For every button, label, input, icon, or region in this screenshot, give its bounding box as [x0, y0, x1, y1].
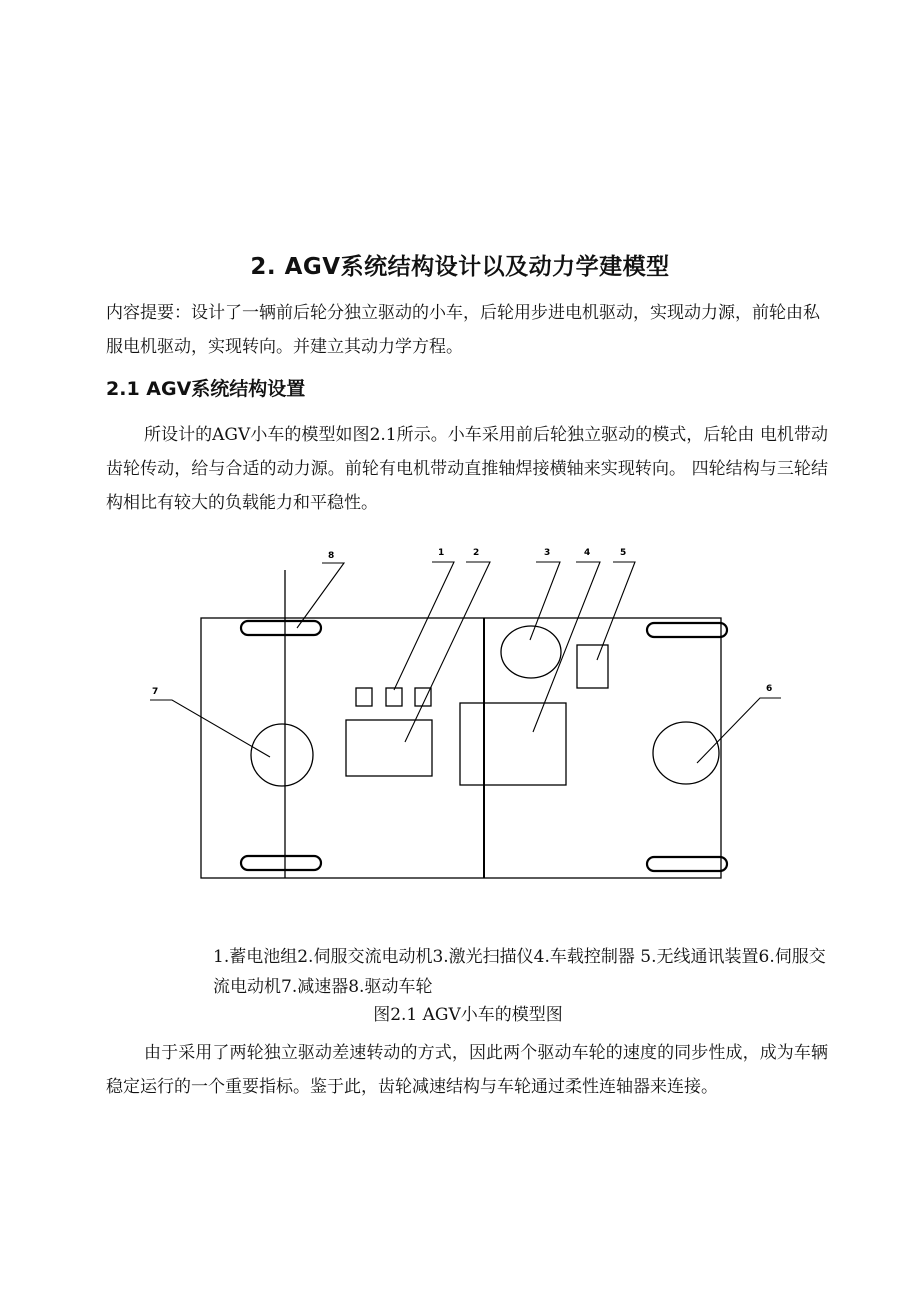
wireless-device-box [577, 645, 608, 688]
battery-cell-2 [386, 688, 402, 706]
battery-cell-1 [356, 688, 372, 706]
servo-motor-box [346, 720, 432, 776]
vehicle-body-outline [201, 618, 721, 878]
label-6: 6 [766, 684, 773, 694]
leader-lines [150, 562, 781, 763]
drive-wheel-bottom-left [241, 856, 321, 870]
label-3: 3 [544, 548, 551, 558]
body-paragraph-2: 由于采用了两轮独立驱动差速转动的方式，因此两个驱动车轮的速度的同步性成，成为车辆稳定运行的一个重要指标。鉴于此，齿轮减速结构与车轮通过柔性连轴器来连接。 [106, 1043, 828, 1097]
label-8: 8 [328, 551, 335, 561]
label-5: 5 [620, 548, 627, 558]
abstract-text: 内容提要：设计了一辆前后轮分独立驱动的小车，后轮用步进电机驱动，实现动力源，前轮由私服电机驱动，实现转向。并建立其动力学方程。 [106, 303, 820, 357]
wheel-bottom-right [647, 857, 727, 871]
controller-box [460, 703, 566, 785]
wheel-top-right [647, 623, 727, 637]
reducer-circle [251, 724, 313, 786]
laser-scanner-circle [501, 626, 561, 678]
leader-2 [405, 562, 490, 742]
leader-1 [394, 562, 454, 690]
figure-caption: 图2.1 AGV小车的模型图 [373, 1005, 563, 1025]
servo-motor-circle [653, 722, 719, 784]
label-2: 2 [473, 548, 480, 558]
label-1: 1 [438, 548, 445, 558]
label-7: 7 [152, 687, 159, 697]
chapter-title: 2. AGV系统结构设计以及动力学建模型 [250, 254, 670, 280]
drive-wheel-top-left [241, 621, 321, 635]
agv-model-figure [140, 540, 790, 890]
section-title: 2.1 AGV系统结构设置 [106, 378, 306, 400]
leader-5 [597, 562, 635, 660]
agv-diagram [140, 540, 790, 890]
label-4: 4 [584, 548, 591, 558]
figure-legend: 1.蓄电池组2.伺服交流电动机3.激光扫描仪4.车载控制器 5.无线通讯装置6.伺服交流电动机7.减速器8.驱动车轮 [213, 947, 826, 997]
body-paragraph-1: 所设计的AGV小车的模型如图2.1所示。小车采用前后轮独立驱动的模式，后轮由 电机带动齿轮传动，给与合适的动力源。前轮有电机带动直推轴焊接横轴来实现转向。 四轮结构与三轮结构相比有较大的负载能力和平稳性。 [106, 425, 828, 513]
